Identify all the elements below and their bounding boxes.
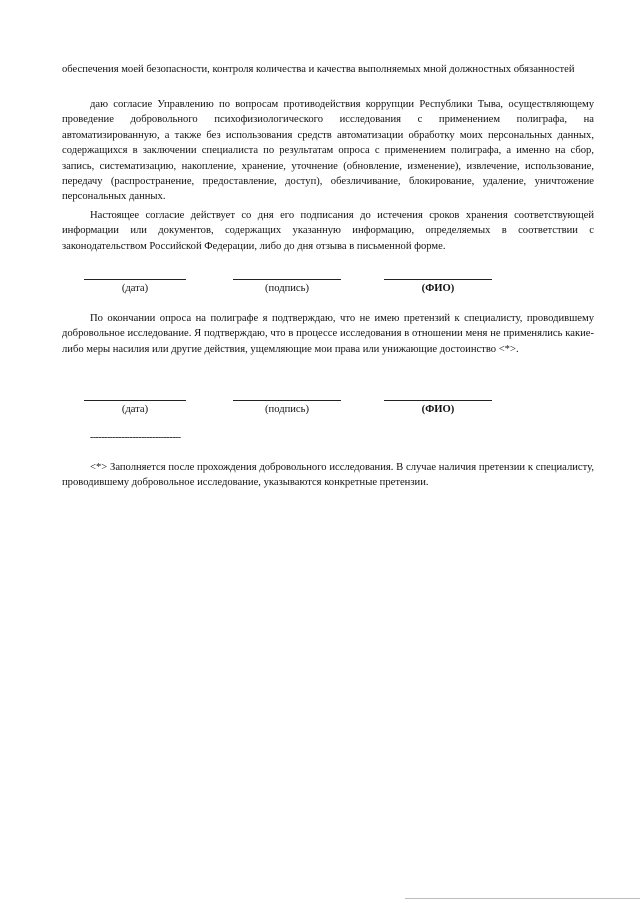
date-field bbox=[84, 391, 186, 421]
paragraph-obligations: обеспечения моей безопасности, контроля количества и качества выполняемых мной должностных обязанностей bbox=[62, 64, 575, 75]
footnote-text: <*> Заполняется после прохождения добровольного исследования. В случае наличия претензии к специалисту, проводившему добровольное исследование, указываются конкретные претензии. bbox=[62, 462, 594, 489]
signature-label: (подпись) bbox=[265, 404, 309, 415]
date-line bbox=[84, 279, 186, 280]
signature-row-consent bbox=[0, 270, 640, 300]
fio-field bbox=[384, 270, 492, 300]
signature-field bbox=[233, 391, 341, 421]
date-field bbox=[84, 270, 186, 300]
date-label: (дата) bbox=[121, 283, 149, 294]
signature-label: (подпись) bbox=[265, 283, 309, 294]
fio-line bbox=[384, 279, 492, 280]
paragraph-validity: Настоящее согласие действует со дня его подписания до истечения сроков хранения соответствующей информации или документов, содержащих указанную информацию, определяемых в соответствии с законодательством Российской Федерации, либо до дня отзыва в письменной форме. bbox=[62, 210, 594, 252]
fio-label: (ФИО) bbox=[421, 404, 455, 415]
fio-label: (ФИО) bbox=[421, 283, 455, 294]
signature-field bbox=[233, 270, 341, 300]
fio-line bbox=[384, 400, 492, 401]
signature-line bbox=[233, 400, 341, 401]
signature-row-claims bbox=[0, 391, 640, 421]
page-bottom-rule bbox=[405, 898, 640, 899]
date-line bbox=[84, 400, 186, 401]
paragraph-no-claims: По окончании опроса на полиграфе я подтверждаю, что не имею претензий к специалисту, проводившему добровольное исследование. Я подтверждаю, что в процессе исследования в отношении меня не применялись какие-либо меры насилия или другие действия, ущемляющие мои права или унижающие достоинство <*>. bbox=[62, 313, 594, 355]
footnote-separator: -------------------------------- bbox=[90, 432, 181, 443]
date-label: (дата) bbox=[121, 404, 149, 415]
paragraph-consent: даю согласие Управлению по вопросам противодействия коррупции Республики Тыва, осуществляющему проведение добровольного психофизиологического исследования с применением полиграфа, на автоматизированную, а также без использования средств автоматизации обработку моих персональных данных, содержащихся в заключении специалиста по результатам опроса с применением полиграфа, а именно на сбор, запись, систематизацию, накопление, хранение, уточнение (обновление, изменение), извлечение, использование, передачу (распространение, предоставление, доступ), обезличивание, блокирование, удаление, уничтожение персональных данных. bbox=[62, 99, 594, 203]
signature-line bbox=[233, 279, 341, 280]
fio-field bbox=[384, 391, 492, 421]
